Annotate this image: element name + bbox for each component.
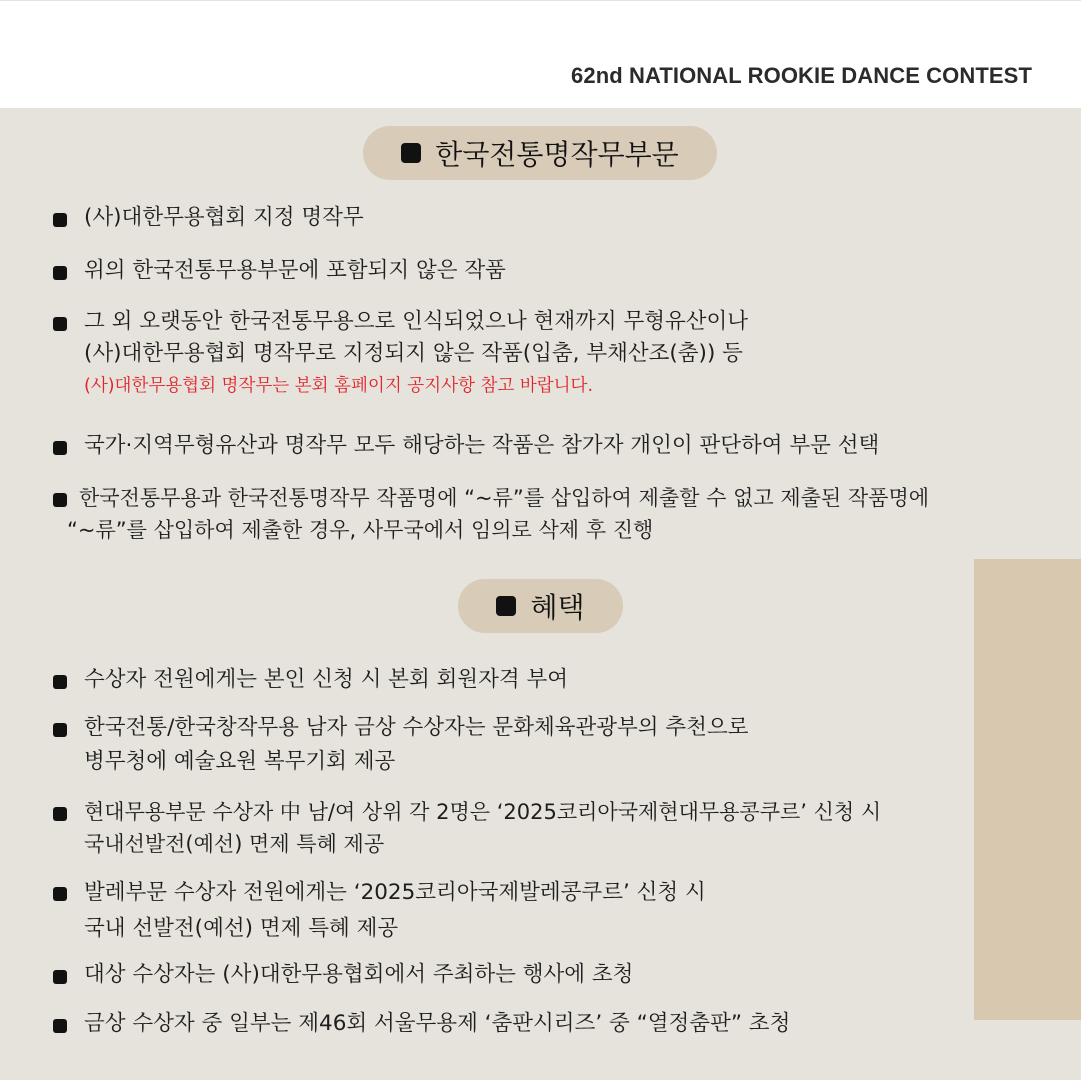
square-bullet-icon bbox=[53, 675, 67, 689]
item-text: 한국전통무용과 한국전통명작무 작품명에 “~류”를 삽입하여 제출할 수 없고 제출된 작품명에 bbox=[79, 486, 930, 510]
section-heading-pill bbox=[458, 579, 623, 633]
square-bullet-icon bbox=[53, 213, 67, 227]
square-bullet-icon bbox=[53, 441, 67, 455]
item-text: 병무청에 예술요원 복무기회 제공 bbox=[84, 749, 396, 774]
header-bar bbox=[0, 0, 1081, 108]
section-title: 한국전통명작무부문 bbox=[435, 138, 679, 171]
list-item bbox=[53, 664, 568, 696]
list-item bbox=[53, 482, 929, 546]
item-text: 금상 수상자 중 일부는 제46회 서울무용제 ‘춤판시리즈’ 중 “열정춤판” 초청 bbox=[84, 1011, 791, 1036]
square-bullet-icon bbox=[53, 723, 67, 737]
header-title: 62nd NATIONAL ROOKIE DANCE CONTEST bbox=[571, 63, 1032, 88]
square-bullet-icon bbox=[496, 596, 516, 616]
item-text: 국가·지역무형유산과 명작무 모두 해당하는 작품은 참가자 개인이 판단하여 부문 선택 bbox=[84, 433, 880, 458]
item-text: 국내 선발전(예선) 면제 특혜 제공 bbox=[84, 916, 399, 941]
item-text: 위의 한국전통무용부문에 포함되지 않은 작품 bbox=[84, 258, 506, 283]
square-bullet-icon bbox=[401, 143, 421, 163]
item-text: 국내선발전(예선) 면제 특혜 제공 bbox=[84, 832, 385, 856]
square-bullet-icon bbox=[53, 317, 67, 331]
item-text: 한국전통/한국창작무용 남자 금상 수상자는 문화체육관광부의 추천으로 bbox=[84, 715, 749, 740]
item-text: (사)대한무용협회 명작무로 지정되지 않은 작품(입춤, 부채산조(춤)) 등 bbox=[84, 341, 743, 366]
list-item bbox=[53, 875, 706, 947]
square-bullet-icon bbox=[53, 807, 67, 821]
list-item bbox=[53, 959, 633, 991]
square-bullet-icon bbox=[53, 970, 67, 984]
notice-text: (사)대한무용협회 명작무는 본회 홈페이지 공지사항 참고 바랍니다. bbox=[84, 376, 594, 396]
item-text: 발레부문 수상자 전원에게는 ‘2025코리아국제발레콩쿠르’ 신청 시 bbox=[84, 880, 706, 905]
item-text: 현대무용부문 수상자 中 남/여 상위 각 2명은 ‘2025코리아국제현대무용콩쿠르’ 신청 시 bbox=[84, 800, 882, 824]
item-text: (사)대한무용협회 지정 명작무 bbox=[84, 205, 364, 230]
list-item bbox=[53, 306, 748, 398]
list-item bbox=[53, 1008, 790, 1040]
list-item bbox=[53, 430, 879, 462]
item-text: 대상 수상자는 (사)대한무용협회에서 주최하는 행사에 초청 bbox=[84, 962, 634, 987]
list-item bbox=[53, 711, 749, 779]
item-text: “~류”를 삽입하여 제출한 경우, 사무국에서 임의로 삭제 후 진행 bbox=[67, 518, 654, 542]
square-bullet-icon bbox=[53, 887, 67, 901]
list-item bbox=[53, 796, 881, 860]
square-bullet-icon bbox=[53, 493, 67, 507]
decorative-block bbox=[974, 559, 1081, 1020]
item-text: 수상자 전원에게는 본인 신청 시 본회 회원자격 부여 bbox=[84, 667, 568, 692]
section-heading-pill bbox=[363, 126, 717, 180]
list-item bbox=[53, 255, 506, 287]
section-title: 혜택 bbox=[530, 591, 585, 624]
square-bullet-icon bbox=[53, 1019, 67, 1033]
item-text: 그 외 오랫동안 한국전통무용으로 인식되었으나 현재까지 무형유산이나 bbox=[84, 309, 749, 334]
square-bullet-icon bbox=[53, 266, 67, 280]
list-item bbox=[53, 202, 364, 234]
